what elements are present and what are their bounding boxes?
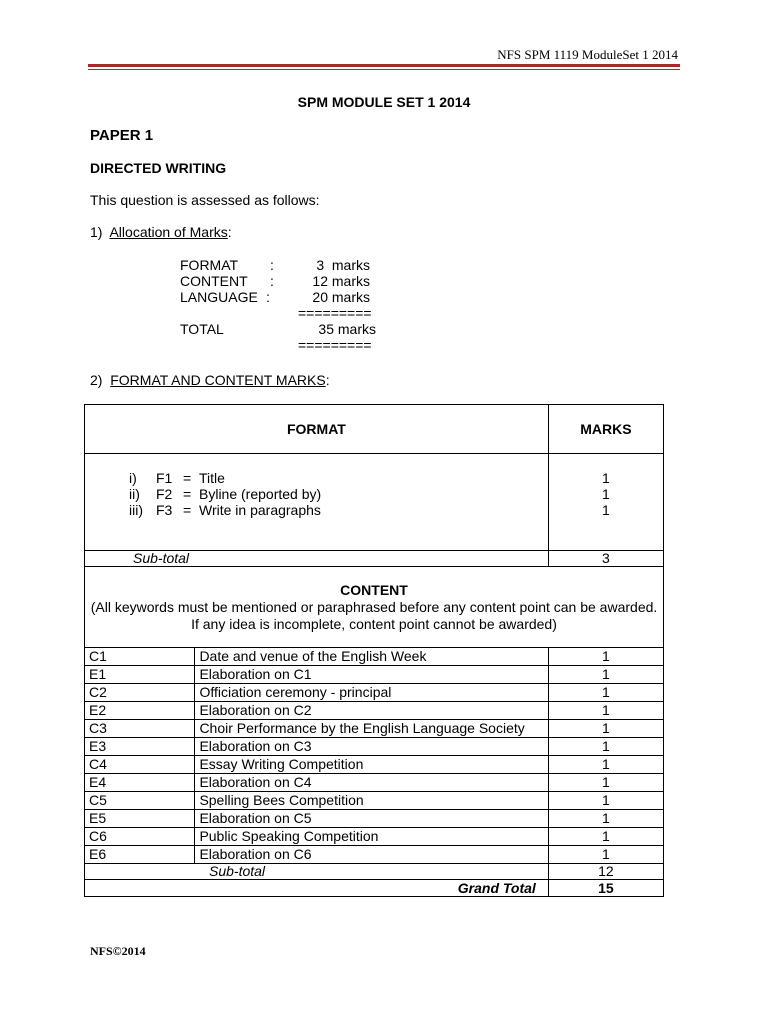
grand-total-label: Grand Total — [85, 880, 549, 897]
format-item: i) F1 = Title — [129, 470, 225, 486]
content-row: C6 Public Speaking Competition 1 — [85, 828, 664, 846]
content-row: C2 Officiation ceremony - principal 1 — [85, 684, 664, 702]
allocation-colon: : — [270, 257, 274, 273]
content-row: E3 Elaboration on C3 1 — [85, 738, 664, 756]
allocation-row — [180, 289, 380, 305]
content-row: E5 Elaboration on C5 1 — [85, 810, 664, 828]
total-row — [180, 321, 380, 337]
separator: ========= — [298, 305, 372, 321]
content-subtotal-label: Sub-total — [85, 864, 549, 880]
content-title: CONTENT — [340, 581, 408, 598]
format-subtotal-row — [85, 551, 664, 567]
allocation-list — [180, 257, 380, 353]
separator-row — [180, 305, 380, 321]
format-item: ii) F2 = Byline (reported by) — [129, 486, 322, 502]
running-header: NFS SPM 1119 ModuleSet 1 2014 — [497, 47, 678, 62]
format-content-label: FORMAT AND CONTENT MARKS — [110, 372, 326, 388]
total-key: TOTAL — [180, 321, 224, 337]
grand-total-value: 15 — [548, 880, 663, 897]
format-content-heading — [90, 372, 330, 388]
allocation-number: 1) — [90, 224, 103, 240]
header-rule-thick — [88, 64, 680, 67]
content-subtotal-row — [85, 864, 664, 880]
content-row: C4 Essay Writing Competition 1 — [85, 756, 664, 774]
content-note-1: (All keywords must be mentioned or paraphrased before any content point can be awarded. — [90, 598, 658, 615]
allocation-colon: : — [227, 224, 232, 240]
allocation-heading — [90, 224, 232, 240]
allocation-value: 3 marks — [316, 257, 370, 273]
format-item: iii) F3 = Write in paragraphs — [129, 502, 321, 518]
allocation-key: CONTENT — [180, 273, 248, 289]
section-heading: DIRECTED WRITING — [90, 160, 227, 176]
content-row: C5 Spelling Bees Competition 1 — [85, 792, 664, 810]
separator: ========= — [298, 337, 372, 353]
content-row: C3 Choir Performance by the English Language Society 1 — [85, 720, 664, 738]
header-rule-thin — [88, 69, 680, 70]
section-colon: : — [325, 372, 330, 388]
paper-heading: PAPER 1 — [90, 127, 154, 144]
content-row: E1 Elaboration on C1 1 — [85, 666, 664, 684]
content-row: E2 Elaboration on C2 1 — [85, 702, 664, 720]
allocation-key: LANGUAGE — [180, 289, 258, 305]
allocation-row — [180, 257, 380, 273]
allocation-row — [180, 273, 380, 289]
content-row: E4 Elaboration on C4 1 — [85, 774, 664, 792]
content-subtotal-value: 12 — [548, 864, 663, 880]
format-marks: 1 1 1 — [548, 454, 663, 551]
allocation-label: Allocation of Marks — [109, 224, 228, 240]
format-items — [85, 454, 549, 551]
content-note-2: If any idea is incomplete, content point cannot be awarded) — [191, 615, 557, 632]
marks-table — [84, 404, 664, 897]
allocation-colon: : — [266, 289, 270, 305]
allocation-colon: : — [270, 273, 274, 289]
content-header — [85, 567, 664, 648]
content-row: E6 Elaboration on C6 1 — [85, 846, 664, 864]
page-title: SPM MODULE SET 1 2014 — [297, 94, 471, 110]
marks-header: MARKS — [548, 405, 663, 454]
format-header: FORMAT — [85, 405, 549, 454]
content-row: C1 Date and venue of the English Week 1 — [85, 648, 664, 666]
total-value: 35 marks — [318, 321, 376, 337]
grand-total-row — [85, 880, 664, 897]
format-subtotal-label: Sub-total — [85, 551, 549, 567]
intro-text: This question is assessed as follows: — [90, 192, 320, 208]
content-header-row — [85, 567, 664, 648]
section-number: 2) — [90, 372, 103, 388]
format-subtotal-value: 3 — [548, 551, 663, 567]
footer: NFS©2014 — [90, 944, 146, 958]
format-items-row — [85, 454, 664, 551]
allocation-value: 20 marks — [312, 289, 370, 305]
separator-row — [180, 337, 380, 353]
allocation-value: 12 marks — [312, 273, 370, 289]
allocation-key: FORMAT — [180, 257, 239, 273]
table-header-row — [85, 405, 664, 454]
